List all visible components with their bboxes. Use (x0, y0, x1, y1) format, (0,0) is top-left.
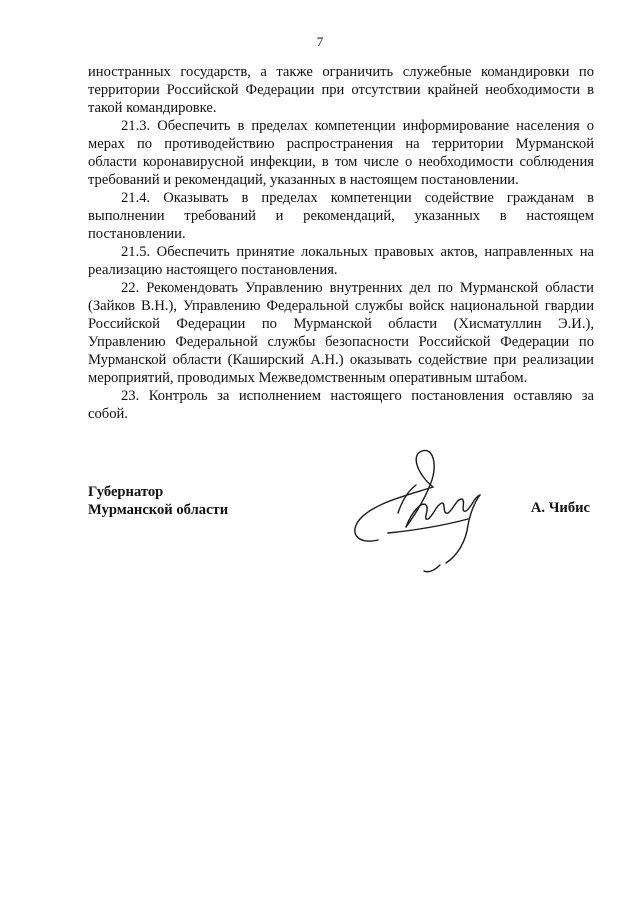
signatory-title-line1: Губернатор (88, 484, 164, 500)
signature-block (88, 483, 594, 583)
paragraph-22: 22. Рекомендовать Управлению внутренних дел по Мурманской области (Зайков В.Н.), Управлению Федеральной службы войск национальной гвардии Российской Федерации по Мурманской области (Хисматуллин Э.И.), Управлению Федеральной службы безопасности Российской Федерации по Мурманской области (Каширский А.Н.) оказывать содействие при реализации мероприятий, проводимых Межведомственным оперативным штабом. (88, 280, 594, 386)
signatory-name: А. Чибис (530, 500, 590, 516)
paragraph-continuation: иностранных государств, а также ограничить служебные командировки по территории Российской Федерации при отсутствии крайней необходимости в такой командировке. (88, 64, 594, 116)
paragraph-21-5: 21.5. Обеспечить принятие локальных правовых актов, направленных на реализацию настоящего постановления. (88, 244, 594, 278)
paragraph-21-4: 21.4. Оказывать в пределах компетенции содействие гражданам в выполнении требований и рекомендаций, указанных в настоящем постановлении. (88, 190, 594, 242)
signatory-title-line2: Мурманской области (88, 502, 229, 518)
document-body (88, 63, 594, 423)
signatory-title (88, 483, 228, 519)
paragraph-23: 23. Контроль за исполнением настоящего постановления оставляю за собой. (88, 388, 594, 422)
page-number: 7 (316, 34, 324, 49)
paragraph-21-3: 21.3. Обеспечить в пределах компетенции информирование населения о мерах по противодействию распространения на территории Мурманской области коронавирусной инфекции, в том числе о необходимости соблюдения требований и рекомендаций, указанных в настоящем постановлении. (88, 118, 594, 188)
handwritten-signature-icon (338, 445, 498, 575)
